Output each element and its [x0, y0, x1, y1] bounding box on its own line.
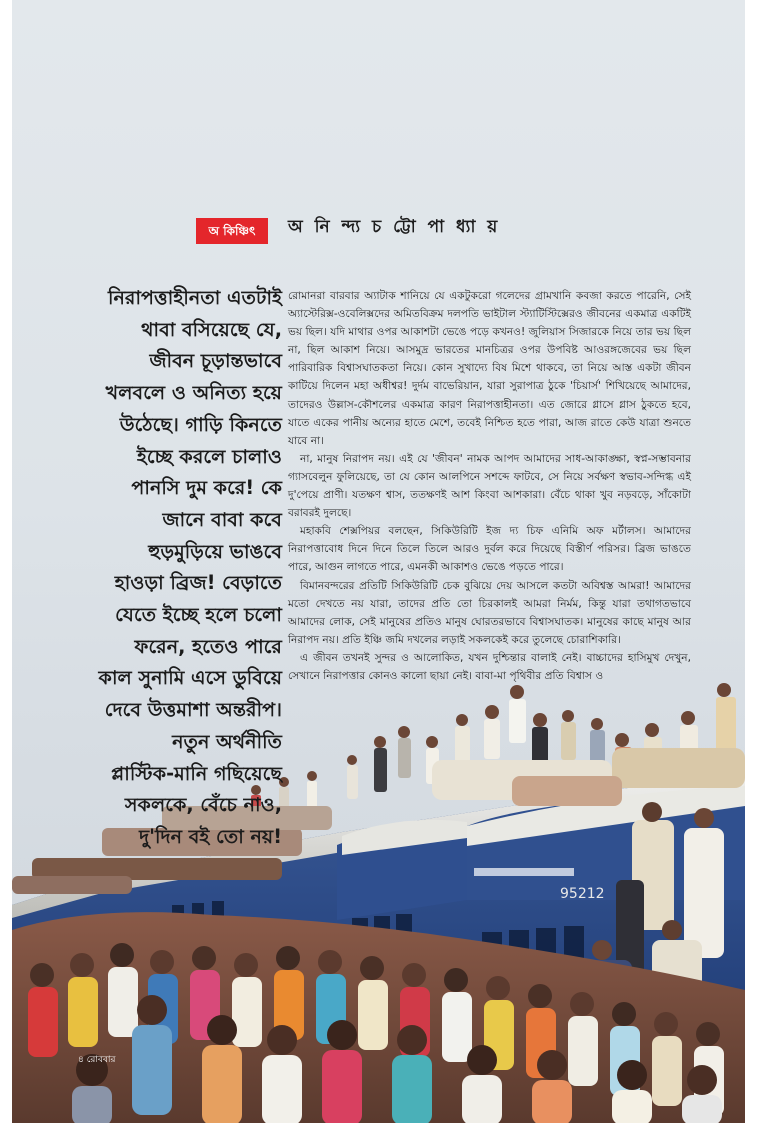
article-paragraph: এ জীবন তখনই সুন্দর ও আলোকিত, যখন দুশ্চিন্তার বালাই নেই। বাচ্চাদের হাসিমুখ দেখুন, সেখানে নিরাপত্তার কোনও কালো ছায়া নেই। বাবা-মা পৃথিবীর প্রতি বিশ্বাস ও	[288, 651, 691, 682]
pull-quote-line: যেতে ইচ্ছে হলে চলো	[115, 603, 282, 627]
pull-quote-line: থাবা বসিয়েছে যে,	[141, 317, 282, 341]
pull-quote-line: দেবে উত্তমাশা অন্তরীপ।	[104, 698, 282, 722]
pull-quote-line: নিরাপত্তাহীনতা এতটাই	[107, 286, 282, 309]
page-footer: ৪ রোববার	[78, 1055, 116, 1065]
article-paragraph: বিমানবন্দরের প্রতিটি সিকিউরিটি চেক বুঝিয়ে দেয় আসলে কতটা অবিশ্বস্ত আমরা! আমাদের মতো দেখতে নয় যারা, তাদের প্রতি তো চিরকালই আমরা নির্মম, কিন্তু যারা তথাগতভাবে আমাদের লোক, সেই মানুষের প্রতিও মানুষ ঘোরতরভাবে বিশ্বাসঘাতক। মানুষের কাছে মানুষ আর নিরাপদ নয়। প্রতি ইঞ্চি জমি দখলের লড়াই সকলকেই করে তুলেছে চোরাশিকারি।	[288, 579, 691, 646]
pull-quote-line: পানসি দুম করে! কে	[131, 476, 282, 500]
article-body	[288, 287, 691, 685]
article-paragraph: মহাকবি শেক্সপিয়র বলছেন, সিকিউরিটি ইজ দ্য চিফ এনিমি অফ মর্টালস। আমাদের নিরাপত্তাবোধ দিনে দিনে তিলে তিলে আরও দুর্বল করে দিয়েছে বিস্তীর্ণ পরিসর। ব্রিজ ভাঙতে পারে, আগুন লাগতে পারে, এমনকী আকাশও ভেঙে পড়তে পারে।	[288, 525, 691, 574]
pull-quote-line: কাল সুনামি এসে ডুবিয়ে	[98, 666, 282, 690]
pull-quote-line: নতুন অর্থনীতি	[172, 729, 282, 753]
pull-quote-line: জানে বাবা কবে	[162, 507, 282, 531]
section-tag: অ কিঞ্চিৎ	[196, 218, 268, 244]
pull-quote-line: ফরেন, হতেও পারে	[134, 634, 282, 658]
pull-quote-line: প্লাস্টিক-মানি গছিয়েছে	[111, 761, 282, 785]
pull-quote-line: সকলকে, বেঁচে নাও,	[124, 793, 282, 817]
author-byline: অ নি ন্দ্য চ ট্টো পা ধ্যা য়	[288, 217, 501, 237]
pull-quote-line: জীবন চূড়ান্তভাবে	[149, 349, 282, 373]
pull-quote-line: দু'দিন বই তো নয়!	[139, 824, 282, 848]
pull-quote-line: হুড়মুড়িয়ে ভাঙবে	[148, 539, 282, 563]
pull-quote-line: উঠেছে। গাড়ি কিনতে	[119, 412, 282, 436]
train-number: 95212	[560, 886, 605, 902]
article-paragraph: না, মানুষ নিরাপদ নয়। এই যে 'জীবন' নামক আপদ আমাদের সাধ-আকাঙ্ক্ষা, স্বপ্ন-সম্ভাবনার গ্যাসবেলুন ফুলিয়েছে, তা যে কোন আলপিনে সশব্দে ফাটবে, সে নিয়ে সর্বক্ষণ স্বভাব-সন্দিগ্ধ এই দু'পেয়ে প্রাণী। যতক্ষণ শ্বাস, ততক্ষণই আশ কিংবা আশকারা। বেঁচে থাকা খুব নড়বড়ে, সাঁকোটা বরাবরই দুলছে।	[288, 452, 691, 520]
article-paragraph: রোমানরা বারবার অ্যাটাক শানিয়ে যে একটুকরো গলেদের গ্রামখানি কবজা করতে পারেনি, সেই অ্যাস্টেরিক্স-ওবেলিক্সদের অমিতবিক্রম দলপতি ভাইটাল স্ট্যাটিস্টিক্সেরও জীবনের একমাত্র একটিই ভয় ছিল। যদি মাথার ওপর আকাশটা ভেঙে পড়ে কখনও! জুলিয়াস সিজারকে নিয়ে তার ভয় ছিল না, ছিল আকাশ নিয়ে। আসমুদ্র ভারতের মানচিত্রর ওপর উপবিষ্ট আওরঙ্গজেবের ভয় ছিল পারিবারিক বিশ্বাসঘাতকতা নিয়ে। কোন সুখাদ্যে বিষ মিশে থাকবে, তা নিয়ে আস্ত একটা জীবন কাটিয়ে দিলেন মহা অধীশ্বর! দুর্দম বাভেরিয়ান, যারা সুরাপাত্র ঠুকে 'চিয়ার্স' শিখিয়েছে আমাদের, তাদেরও উল্লাস-কৌশলের একমাত্র কারণ নিরাপত্তাহীনতা। এত জোরে গ্লাসে গ্লাস ঠুকতে হবে, যাতে একের পানীয় অন্যের হাতে মেশে, তবেই নিশ্চিত হতে পারা, আজ রাতে কেউ যাত্রা শুনতে যাবে না।	[288, 290, 691, 447]
pull-quote-line: হাওড়া ব্রিজ! বেড়াতে	[114, 571, 282, 595]
pull-quote-line: খলবলে ও অনিত্য হয়ে	[105, 381, 282, 405]
pull-quote-line: ইচ্ছে করলে চালাও	[136, 444, 282, 468]
pull-quote	[18, 282, 282, 853]
